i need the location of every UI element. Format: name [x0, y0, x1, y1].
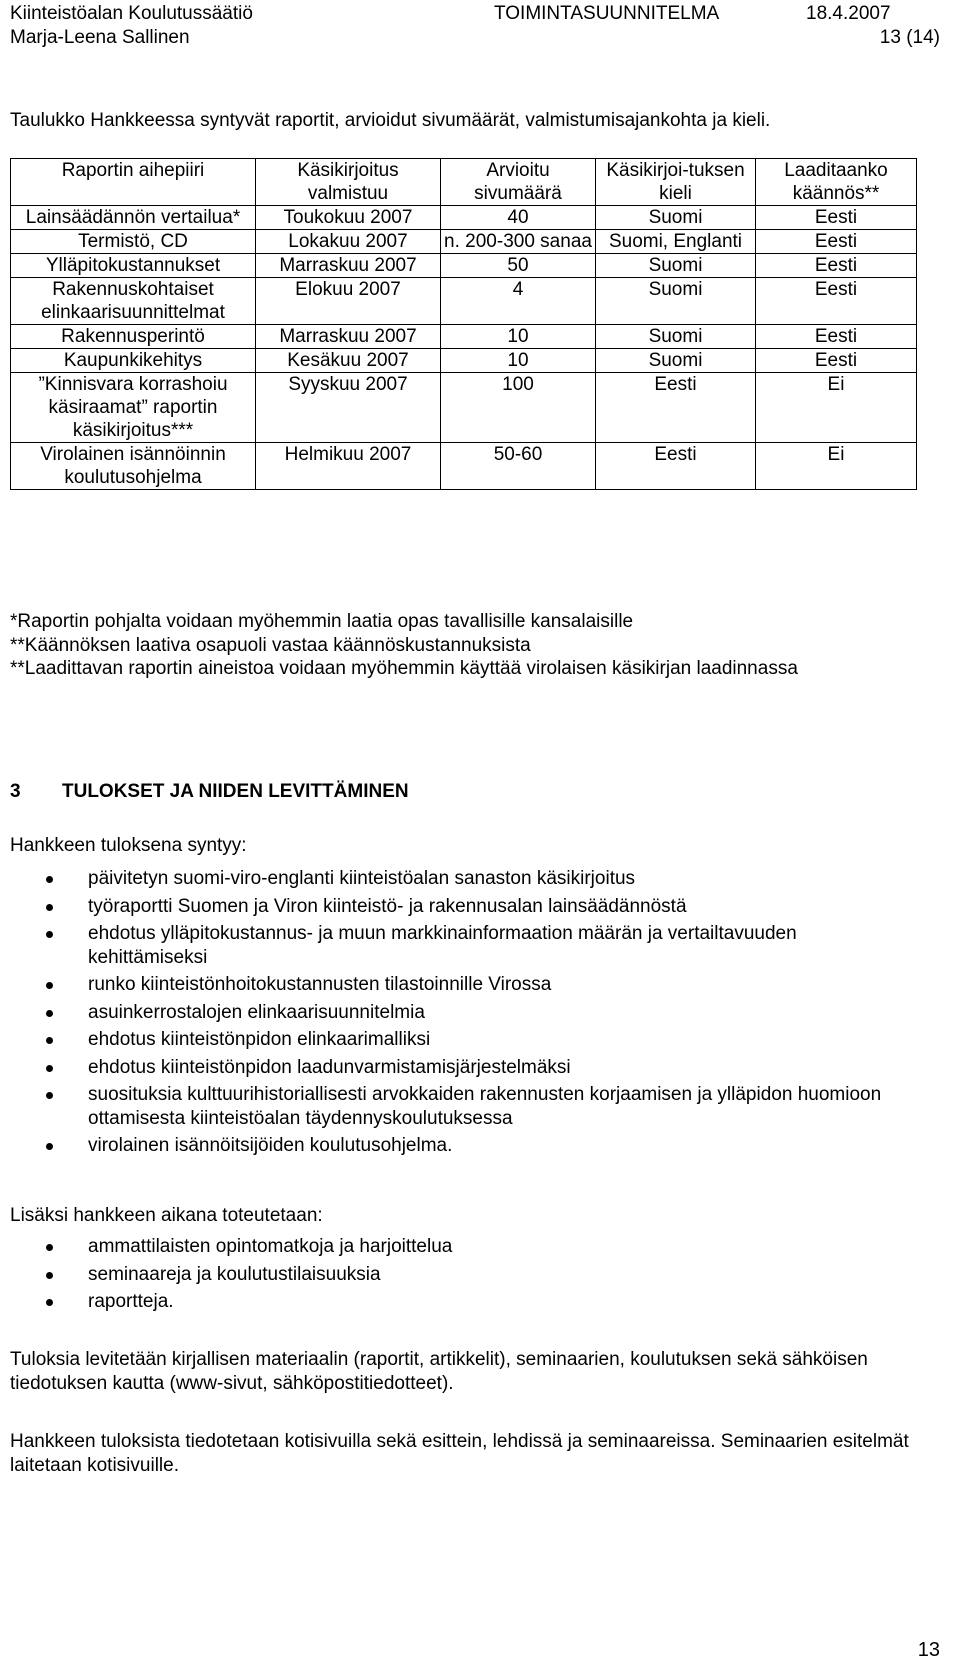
list-item-text: raportteja. — [88, 1291, 174, 1312]
table-cell: Syyskuu 2007 — [256, 373, 441, 443]
table-cell: Eesti — [756, 254, 917, 278]
bullet-icon — [46, 1299, 53, 1306]
table-row — [11, 325, 917, 349]
extra-intro: Lisäksi hankkeen aikana toteutetaan: — [10, 1205, 323, 1226]
list-item — [10, 1001, 910, 1025]
list-item — [10, 1056, 910, 1080]
bullet-icon — [46, 1244, 53, 1251]
bullet-icon — [46, 1037, 53, 1044]
bullet-icon — [46, 904, 53, 911]
bullet-icon — [46, 1065, 53, 1072]
table-cell: Lainsäädännön vertailua* — [11, 206, 256, 230]
column-header: Käsikirjoi-tuksen kieli — [596, 159, 756, 206]
table-cell: 50-60 — [441, 443, 596, 490]
list-item — [10, 1235, 910, 1259]
table-cell: Suomi — [596, 325, 756, 349]
table-caption: Taulukko Hankkeessa syntyvät raportit, arvioidut sivumäärät, valmistumisajankohta ja kieli. — [10, 110, 771, 131]
table-row — [11, 278, 917, 325]
table-cell: Rakennuskohtaiset elinkaarisuunnittelmat — [11, 278, 256, 325]
list-item-text: seminaareja ja koulutustilaisuuksia — [88, 1263, 381, 1285]
list-item — [10, 867, 910, 891]
table-cell: Lokakuu 2007 — [256, 230, 441, 254]
bullet-icon — [46, 982, 53, 989]
table-cell: Kaupunkikehitys — [11, 349, 256, 373]
bullet-icon — [46, 1010, 53, 1017]
list-item — [10, 1263, 910, 1287]
bullet-icon — [46, 931, 53, 938]
list-item — [10, 1083, 910, 1130]
bullet-icon — [46, 1143, 53, 1150]
column-header: Arvioitu sivumäärä — [441, 159, 596, 206]
bullet-icon — [46, 1272, 53, 1279]
reports-table — [10, 158, 917, 490]
table-cell: Suomi — [596, 278, 756, 325]
table-cell: 4 — [441, 278, 596, 325]
table-cell: Eesti — [756, 325, 917, 349]
bullet-icon — [46, 876, 53, 883]
list-item — [10, 1028, 910, 1052]
list-item-text: työraportti Suomen ja Viron kiinteistö- ja rakennusalan lainsäädännöstä — [88, 895, 687, 917]
list-item-text: ehdotus ylläpitokustannus- ja muun markkinainformaation määrän ja vertailtavuuden kehittämiseksi — [88, 923, 797, 968]
table-cell: Marraskuu 2007 — [256, 325, 441, 349]
table-cell: Eesti — [596, 373, 756, 443]
section-number: 3 — [10, 781, 21, 802]
page-header — [10, 2, 940, 50]
table-cell: Suomi — [596, 254, 756, 278]
list-item — [10, 973, 910, 997]
results-list — [10, 867, 910, 1162]
table-row — [11, 254, 917, 278]
table-cell: 10 — [441, 349, 596, 373]
list-item — [10, 1134, 910, 1158]
column-header: Käsikirjoitus valmistuu — [256, 159, 441, 206]
results-intro: Hankkeen tuloksena syntyy: — [10, 835, 247, 856]
table-header-row — [11, 159, 917, 206]
header-author: Marja-Leena Sallinen — [10, 27, 190, 48]
column-header: Laaditaanko käännös** — [756, 159, 917, 206]
table-cell: Termistö, CD — [11, 230, 256, 254]
distribution-paragraph: Tuloksia levitetään kirjallisen materiaalin (raportit, artikkelit), seminaarien, koulutuksen sekä sähköisen tiedotuksen kautta (www-sivut, sähköpostitiedotteet). — [10, 1349, 868, 1394]
table-cell: 50 — [441, 254, 596, 278]
list-item-text: runko kiinteistönhoitokustannusten tilastoinnille Virossa — [88, 974, 552, 995]
table-cell: Eesti — [756, 349, 917, 373]
table-footnotes — [10, 610, 930, 681]
table-cell: Kesäkuu 2007 — [256, 349, 441, 373]
table-cell: Suomi, Englanti — [596, 230, 756, 254]
bullet-icon — [46, 1092, 53, 1099]
section-heading — [10, 781, 409, 803]
table-cell: Helmikuu 2007 — [256, 443, 441, 490]
table-row — [11, 373, 917, 443]
table-cell: Virolainen isännöinnin koulutusohjelma — [11, 443, 256, 490]
table-cell: Ei — [756, 373, 917, 443]
table-cell: n. 200-300 sanaa — [441, 230, 596, 254]
table-cell: Eesti — [756, 230, 917, 254]
extra-list — [10, 1235, 910, 1318]
information-paragraph: Hankkeen tuloksista tiedotetaan kotisivuilla sekä esittein, lehdissä ja seminaareissa. Seminaarien esitelmät laitetaan kotisivuille. — [10, 1431, 909, 1476]
list-item-text: suosituksia kulttuurihistoriallisesti arvokkaiden rakennusten korjaamisen ja ylläpidon huomioon ottamisesta kiinteistöalan täydennyskoulutuksessa — [88, 1084, 882, 1129]
table-row — [11, 349, 917, 373]
header-document-title: TOIMINTASUUNNITELMA — [494, 3, 720, 24]
page-number-footer: 13 — [917, 1639, 940, 1661]
header-page-number: 13 (14) — [879, 27, 940, 48]
table-cell: Elokuu 2007 — [256, 278, 441, 325]
table-cell: Suomi — [596, 349, 756, 373]
header-organization: Kiinteistöalan Koulutussäätiö — [10, 3, 253, 24]
table-row — [11, 230, 917, 254]
table-cell: Rakennusperintö — [11, 325, 256, 349]
footnote: *Raportin pohjalta voidaan myöhemmin laatia opas tavallisille kansalaisille — [10, 611, 634, 632]
list-item-text: päivitetyn suomi-viro-englanti kiinteistöalan sanaston käsikirjoitus — [88, 868, 636, 889]
table-row — [11, 206, 917, 230]
list-item-text: ehdotus kiinteistönpidon elinkaarimalliksi — [88, 1029, 431, 1050]
footnote: **Laadittavan raportin aineistoa voidaan myöhemmin käyttää virolaisen käsikirjan laadinnassa — [10, 658, 798, 679]
list-item-text: ammattilaisten opintomatkoja ja harjoittelua — [88, 1236, 453, 1257]
table-cell: 100 — [441, 373, 596, 443]
table-cell: Ei — [756, 443, 917, 490]
list-item-text: ehdotus kiinteistönpidon laadunvarmistamisjärjestelmäksi — [88, 1056, 571, 1078]
list-item — [10, 895, 910, 919]
table-cell: Eesti — [756, 278, 917, 325]
table-cell: Toukokuu 2007 — [256, 206, 441, 230]
column-header: Raportin aihepiiri — [11, 159, 256, 206]
table-cell: 10 — [441, 325, 596, 349]
table-cell: Eesti — [596, 443, 756, 490]
list-item-text: asuinkerrostalojen elinkaarisuunnitelmia — [88, 1001, 425, 1023]
section-title: TULOKSET JA NIIDEN LEVITTÄMINEN — [62, 781, 409, 802]
table-cell: 40 — [441, 206, 596, 230]
table-cell: ”Kinnisvara korrashoiu käsiraamat” raportin käsikirjoitus*** — [11, 373, 256, 443]
table-cell: Suomi — [596, 206, 756, 230]
table-row — [11, 443, 917, 490]
table-cell: Marraskuu 2007 — [256, 254, 441, 278]
table-cell: Ylläpitokustannukset — [11, 254, 256, 278]
list-item — [10, 1290, 910, 1314]
header-date: 18.4.2007 — [806, 3, 891, 24]
table-cell: Eesti — [756, 206, 917, 230]
list-item — [10, 922, 910, 969]
list-item-text: virolainen isännöitsijöiden koulutusohjelma. — [88, 1135, 453, 1156]
footnote: **Käännöksen laativa osapuoli vastaa käännöskustannuksista — [10, 634, 531, 656]
